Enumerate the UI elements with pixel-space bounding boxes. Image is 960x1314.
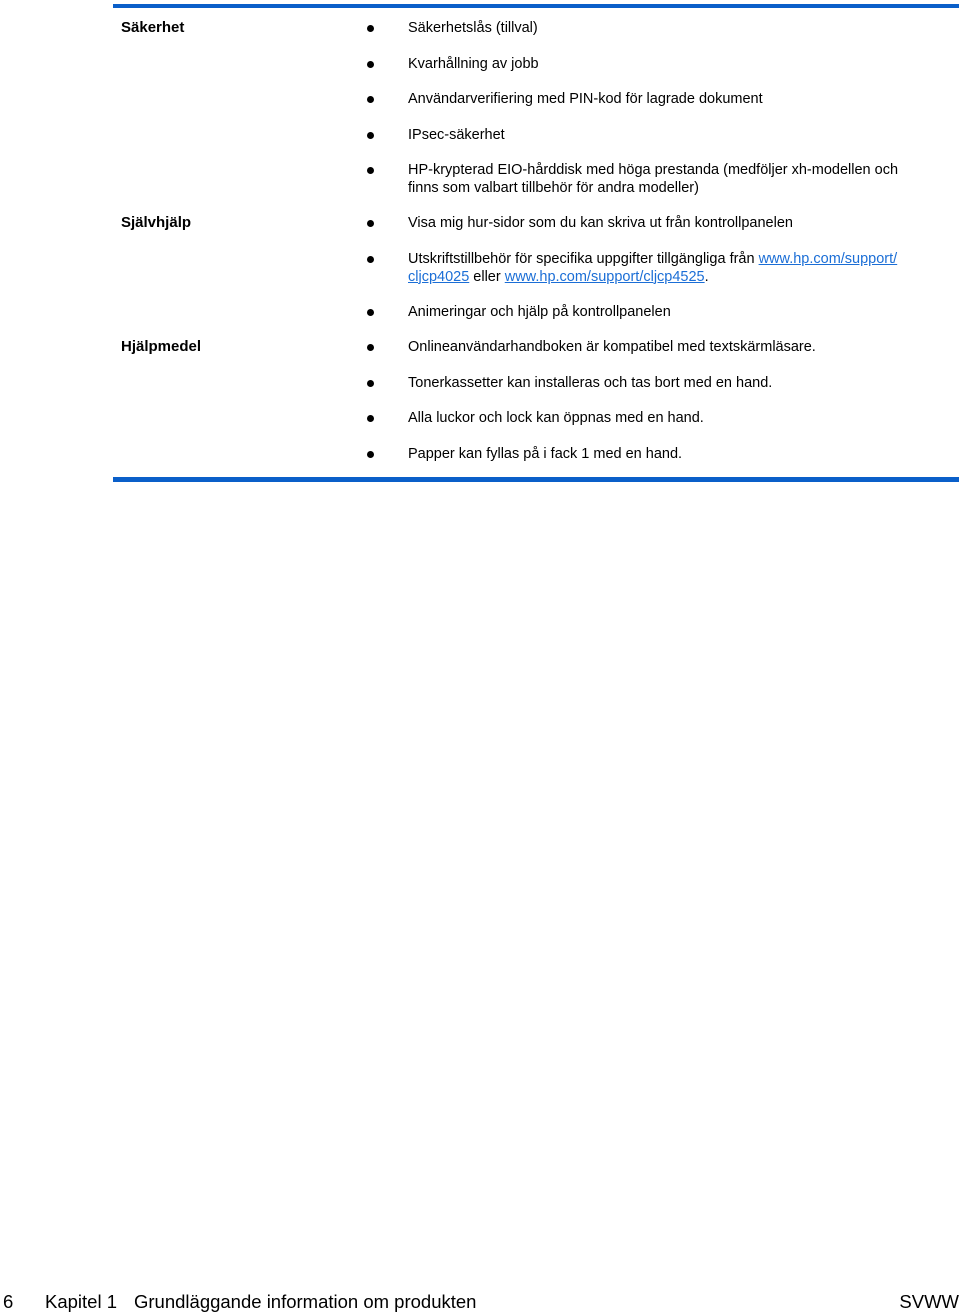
list-item: Utskriftstillbehör för specifika uppgifter tillgängliga från www.hp.com/support/ cljcp4025 eller www.hp.com/support/cljcp4525.	[401, 250, 928, 286]
bullet-icon	[367, 380, 374, 387]
table-bottom-rule	[113, 477, 959, 482]
section-items	[401, 338, 959, 463]
list-item: Onlineanvändarhandboken är kompatibel med textskärmläsare.	[401, 338, 959, 356]
section-hjalpmedel	[113, 338, 959, 463]
bullet-icon	[367, 25, 374, 32]
support-link-cljcp4525[interactable]: www.hp.com/support/cljcp4525	[504, 268, 705, 285]
list-item: Visa mig hur-sidor som du kan skriva ut från kontrollpanelen	[401, 214, 959, 232]
list-item: Alla luckor och lock kan öppnas med en hand.	[401, 409, 959, 427]
support-link-cljcp4025[interactable]: www.hp.com/support/ cljcp4025	[408, 250, 898, 285]
feature-table	[113, 4, 959, 482]
bullet-icon	[367, 132, 374, 139]
section-sakerhet	[113, 8, 959, 197]
bullet-icon	[367, 309, 374, 316]
list-item: Kvarhållning av jobb	[401, 55, 959, 73]
section-sjalvhjalp	[113, 214, 959, 321]
list-item: HP-krypterad EIO-hårddisk med höga prestanda (medföljer xh-modellen och finns som valbart tillbehör för andra modeller)	[401, 161, 923, 197]
list-item: Användarverifiering med PIN-kod för lagrade dokument	[401, 90, 959, 108]
list-item: Animeringar och hjälp på kontrollpanelen	[401, 303, 959, 321]
bullet-icon	[367, 167, 374, 174]
section-label: Hjälpmedel	[121, 338, 202, 355]
bullet-icon	[367, 220, 374, 227]
list-item: Säkerhetslås (tillval)	[401, 19, 959, 37]
section-items	[401, 214, 959, 321]
page-number: 6	[3, 1291, 14, 1312]
section-label: Säkerhet	[121, 19, 185, 36]
chapter-title: Grundläggande information om produkten	[134, 1291, 477, 1312]
list-item: Tonerkassetter kan installeras och tas bort med en hand.	[401, 374, 959, 392]
bullet-icon	[367, 451, 374, 458]
bullet-icon	[367, 344, 374, 351]
list-item: IPsec-säkerhet	[401, 126, 959, 144]
bullet-icon	[367, 96, 374, 103]
section-items	[401, 8, 959, 197]
chapter-label: Kapitel 1	[45, 1291, 117, 1312]
section-label: Självhjälp	[121, 214, 192, 231]
document-code: SVWW	[899, 1291, 959, 1312]
bullet-icon	[367, 256, 374, 263]
list-item: Papper kan fyllas på i fack 1 med en hand.	[401, 445, 959, 463]
bullet-icon	[367, 61, 374, 68]
page-footer	[0, 1291, 960, 1313]
bullet-icon	[367, 415, 374, 422]
